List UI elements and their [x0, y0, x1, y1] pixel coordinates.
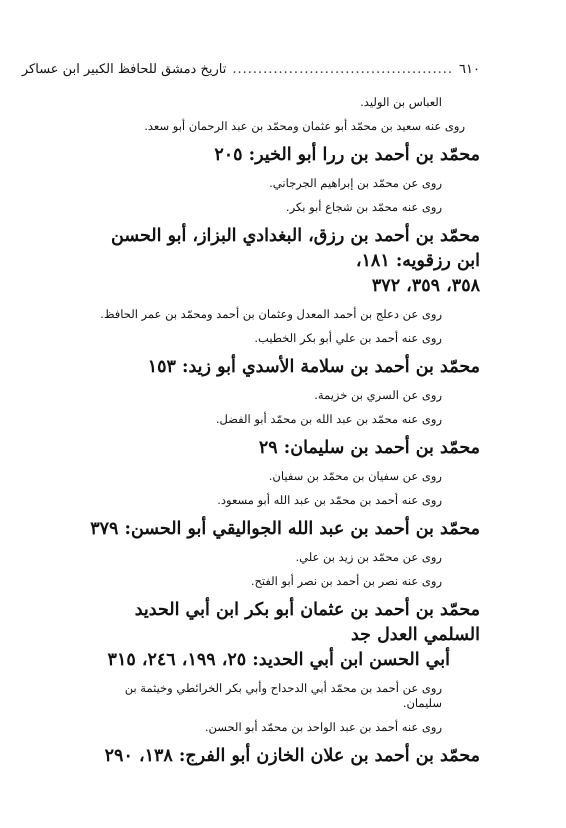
narrator-line: روى عنه أحمد بن عبد الواحد بن محمّد أبو الحسن. — [204, 720, 442, 734]
narrator-line: روى عن دعلج بن أحمد المعدل وعثمان بن أحمد ومحمّد بن عمر الحافظ. — [100, 307, 442, 321]
continuation-line: العباس بن الوليد. — [360, 95, 442, 109]
entry-heading: محمّد بن أحمد بن سلامة الأسدي أبو زيد: ١٥٣ — [147, 357, 480, 377]
narrator-line: روى عنه نصر بن أحمد بن نصر أبو الفتح. — [250, 574, 442, 588]
narrator-line: روى عن محمّد بن زيد بن علي. — [295, 550, 442, 564]
leader-dots: ........................................... — [232, 62, 454, 77]
narrator-line: روى عن أحمد بن محمّد أبي الدحداح وأبي بكر الخرائطي وخيثمة بن سليمان. — [124, 681, 442, 710]
running-header — [21, 62, 480, 77]
entry-heading — [84, 224, 480, 299]
entry-heading: محمّد بن أحمد بن علان الخازن أبو الفرج: ١٣٨، ٢٩٠ — [104, 746, 480, 766]
narrator-line: روى عنه أحمد بن علي أبو بكر الخطيب. — [254, 331, 442, 345]
entry-heading-part: محمّد بن أحمد بن رزق، البغدادي البزاز، أبو الحسن ابن رزقويه: ١٨١، — [111, 226, 480, 271]
entry-heading: محمّد بن أحمد بن عبد الله الجواليقي أبو الحسن: ٣٧٩ — [90, 519, 480, 539]
narrator-line: روى عن السري بن خزيمة. — [314, 388, 442, 402]
index-entries — [84, 95, 480, 777]
narrator-line: روى عنه سعيد بن محمّد أبو عثمان ومحمّد بن عبد الرحمان أبو سعد. — [144, 119, 465, 133]
narrator-line: روى عنه محمّد بن عبد الله بن محمّد أبو الفضل. — [215, 412, 442, 426]
page-number: ٦١٠ — [459, 62, 480, 77]
entry-heading: محمّد بن أحمد بن ررا أبو الخير: ٢٠٥ — [214, 145, 480, 165]
entry-heading: محمّد بن أحمد بن سليمان: ٢٩ — [258, 438, 480, 458]
entry-heading-part: أبي الحسن ابن أبي الحديد: ٢٥، ١٩٩، ٢٤٦، ٣١٥ — [107, 650, 450, 670]
narrator-line: روى عن محمّد بن إبراهيم الجرجاني. — [269, 176, 442, 190]
entry-heading-part: ٣٥٨، ٣٥٩، ٣٧٢ — [371, 276, 480, 296]
narrator-line: روى عن سفيان بن محمّد بن سفيان. — [268, 469, 442, 483]
entry-heading-part: محمّد بن أحمد بن عثمان أبو بكر ابن أبي الحديد السلمي العدل جد — [134, 600, 480, 645]
book-title: تاريخ دمشق للحافظ الكبير ابن عساكر — [21, 62, 227, 77]
narrator-line: روى عنه أحمد بن محمّد بن عبد الله أبو مسعود. — [217, 493, 442, 507]
narrator-line: روى عنه محمّد بن شجاع أبو بكر. — [285, 200, 442, 214]
entry-heading — [84, 598, 480, 673]
